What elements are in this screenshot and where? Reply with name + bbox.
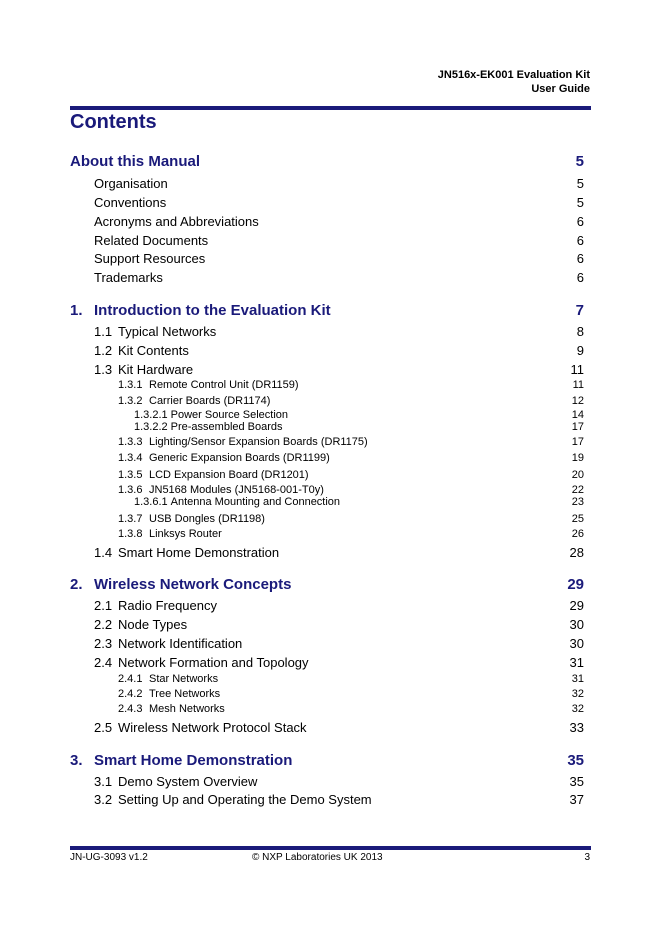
toc-entry[interactable] (70, 195, 584, 211)
toc-entry-number: 1.3.7 (118, 513, 143, 525)
toc-entry[interactable] (70, 673, 584, 686)
toc-entry-label: Organisation (94, 176, 168, 191)
toc-entry-label: Radio Frequency (118, 598, 217, 613)
toc-entry-page: 14 (571, 409, 584, 421)
toc-entry-page: 30 (569, 617, 584, 632)
toc-entry[interactable] (70, 655, 584, 671)
toc-entry-label: Tree Networks (149, 688, 221, 700)
toc-entry[interactable] (70, 496, 584, 509)
toc-entry[interactable] (70, 153, 584, 171)
toc-entry-label: Generic Expansion Boards (DR1199) (149, 452, 330, 464)
toc-entry-page: 17 (571, 421, 584, 433)
page-title: Contents (70, 111, 157, 133)
toc-entry-number: 2.3 (94, 636, 113, 651)
toc-entry-page: 5 (576, 176, 584, 191)
toc-entry-label: Typical Networks (118, 324, 217, 339)
toc-entry-label: Setting Up and Operating the Demo System (118, 792, 372, 807)
toc-entry-label: Node Types (118, 617, 188, 632)
toc-entry-number: 2.4 (94, 655, 113, 670)
toc-entry[interactable] (70, 688, 584, 701)
toc-entry[interactable] (70, 636, 584, 652)
toc-entry-label: Conventions (94, 195, 167, 210)
toc-entry-number: 1.1 (94, 324, 113, 339)
toc-entry-page: 20 (571, 469, 584, 481)
toc-entry-page: 6 (576, 251, 584, 266)
toc-entry[interactable] (70, 421, 584, 434)
toc-entry-page: 5 (576, 195, 584, 210)
toc-entry-label: Network Formation and Topology (118, 655, 309, 670)
toc-entry-label: About this Manual (70, 153, 200, 170)
toc-entry-page: 26 (571, 528, 584, 540)
toc-entry-number: 3.1 (94, 774, 113, 789)
toc-entry[interactable] (70, 362, 584, 378)
toc-entry-number: 2.5 (94, 720, 113, 735)
toc-entry-label: Demo System Overview (118, 774, 258, 789)
toc-entry-page: 35 (569, 774, 584, 789)
toc-entry-label: Carrier Boards (DR1174) (149, 395, 271, 407)
toc-entry[interactable] (70, 436, 584, 449)
footer-doc-id: JN-UG-3093 v1.2 (70, 852, 148, 863)
toc-entry-number: 1.2 (94, 343, 113, 358)
toc-entry-page: 6 (576, 214, 584, 229)
toc-entry-label: LCD Expansion Board (DR1201) (149, 469, 309, 481)
toc-entry-label: Remote Control Unit (DR1159) (149, 379, 299, 391)
toc-entry[interactable] (70, 233, 584, 249)
toc-entry-number: 1.3.4 (118, 452, 143, 464)
toc-entry-number: 2.4.2 (118, 688, 143, 700)
toc-entry-page: 6 (576, 233, 584, 248)
toc-entry-label: Pre-assembled Boards (170, 421, 283, 433)
toc-entry[interactable] (70, 703, 584, 716)
toc-entry-label: Network Identification (118, 636, 243, 651)
toc-entry-number: 3.2 (94, 792, 113, 807)
toc-entry[interactable] (70, 324, 584, 340)
toc-entry-number: 1.3.3 (118, 436, 143, 448)
toc-entry-number: 1.3.2.1 (134, 409, 168, 421)
footer-copyright: © NXP Laboratories UK 2013 (252, 852, 383, 863)
toc-entry-page: 35 (567, 752, 584, 769)
toc-entry-number: 1.3.5 (118, 469, 143, 481)
toc-entry-page: 11 (570, 362, 584, 377)
running-header (438, 68, 590, 96)
toc-entry-page: 32 (571, 703, 584, 715)
toc-entry-number: 1.3.1 (118, 379, 143, 391)
toc-entry-page: 19 (571, 452, 584, 464)
toc-entry[interactable] (70, 752, 584, 770)
toc-entry[interactable] (70, 251, 584, 267)
toc-entry[interactable] (70, 617, 584, 633)
toc-entry-label: Wireless Network Concepts (94, 576, 292, 593)
toc-entry-number: 2.1 (94, 598, 113, 613)
toc-entry[interactable] (70, 270, 584, 286)
toc-entry-page: 23 (571, 496, 584, 508)
toc-entry-page: 30 (569, 636, 584, 651)
toc-entry[interactable] (70, 343, 584, 359)
toc-entry-page: 32 (571, 688, 584, 700)
toc-entry-label: Mesh Networks (149, 703, 225, 715)
toc-entry[interactable] (70, 452, 584, 465)
toc-entry-label: Antenna Mounting and Connection (170, 496, 341, 508)
toc-entry-number: 1.3.6.1 (134, 496, 168, 508)
toc-entry-number: 1.3.2 (118, 395, 143, 407)
toc-entry-label: USB Dongles (DR1198) (149, 513, 265, 525)
toc-entry-label: Kit Hardware (118, 362, 194, 377)
toc-entry-page: 29 (569, 598, 584, 613)
toc-entry-page: 29 (567, 576, 584, 593)
toc-entry-label: Smart Home Demonstration (94, 752, 293, 769)
toc-entry-label: Lighting/Sensor Expansion Boards (DR1175) (149, 436, 368, 448)
toc-entry[interactable] (70, 302, 584, 320)
header-rule (70, 106, 591, 110)
toc-entry-number: 1.3 (94, 362, 113, 377)
toc-entry[interactable] (70, 720, 584, 736)
toc-entry-number: 2. (70, 576, 83, 593)
toc-entry-number: 1. (70, 302, 83, 319)
toc-entry-page: 31 (571, 673, 584, 685)
toc-entry-page: 31 (569, 655, 584, 670)
toc-entry[interactable] (70, 395, 584, 408)
toc-entry-page: 25 (571, 513, 584, 525)
toc-entry-page: 5 (575, 153, 584, 170)
toc-entry-number: 2.2 (94, 617, 113, 632)
toc-entry-page: 11 (572, 379, 584, 391)
toc-entry-label: Wireless Network Protocol Stack (118, 720, 307, 735)
toc-entry[interactable] (70, 528, 584, 541)
toc-entry-page: 9 (576, 343, 584, 358)
toc-entry-page: 33 (569, 720, 584, 735)
toc-entry-number: 2.4.1 (118, 673, 143, 685)
toc-entry[interactable] (70, 598, 584, 614)
toc-entry[interactable] (70, 513, 584, 526)
toc-entry[interactable] (70, 576, 584, 594)
toc-entry-label: Acronyms and Abbreviations (94, 214, 259, 229)
toc-entry-page: 8 (576, 324, 584, 339)
toc-entry-label: Support Resources (94, 251, 206, 266)
toc-entry-label: Power Source Selection (170, 409, 289, 421)
toc-entry-page: 28 (569, 545, 584, 560)
toc-entry-page: 12 (571, 395, 584, 407)
toc-entry-label: Star Networks (149, 673, 219, 685)
toc-entry[interactable] (70, 379, 584, 392)
toc-entry-number: 1.4 (94, 545, 113, 560)
toc-entry-label: Kit Contents (118, 343, 189, 358)
toc-entry-page: 7 (575, 302, 584, 319)
toc-entry[interactable] (70, 792, 584, 808)
toc-entry[interactable] (70, 469, 584, 482)
toc-entry-number: 1.3.6 (118, 484, 143, 496)
header-product: JN516x-EK001 Evaluation Kit (437, 69, 590, 81)
toc-entry-number: 3. (70, 752, 83, 769)
toc-entry-page: 17 (571, 436, 584, 448)
toc-entry-page: 37 (569, 792, 584, 807)
toc-entry-page: 22 (571, 484, 584, 496)
toc-entry-label: JN5168 Modules (JN5168-001-T0y) (149, 484, 324, 496)
footer-rule (70, 846, 591, 850)
header-doc-type: User Guide (531, 83, 590, 95)
toc-entry[interactable] (70, 545, 584, 561)
toc-entry-label: Linksys Router (149, 528, 222, 540)
toc-entry-number: 2.4.3 (118, 703, 143, 715)
toc-entry[interactable] (70, 214, 584, 230)
toc-entry-number: 1.3.2.2 (134, 421, 168, 433)
toc-entry-label: Trademarks (94, 270, 163, 285)
footer-page-number: 3 (584, 852, 590, 863)
toc-entry-page: 6 (576, 270, 584, 285)
toc-entry-label: Introduction to the Evaluation Kit (94, 302, 331, 319)
toc-entry-label: Smart Home Demonstration (118, 545, 280, 560)
toc-entry-number: 1.3.8 (118, 528, 143, 540)
toc-entry[interactable] (70, 774, 584, 790)
toc-entry-label: Related Documents (94, 233, 209, 248)
toc-entry[interactable] (70, 176, 584, 192)
